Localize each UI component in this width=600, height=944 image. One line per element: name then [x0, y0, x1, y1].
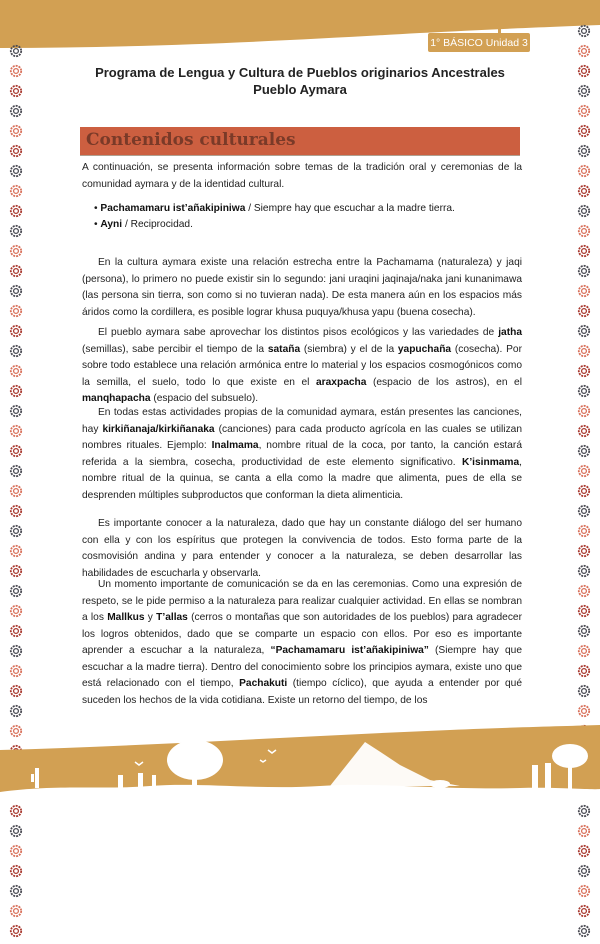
bullet-meaning: Reciprocidad.	[130, 219, 193, 230]
document-title	[60, 64, 540, 98]
knot-ornament-icon	[577, 564, 591, 578]
knot-ornament-icon	[9, 84, 23, 98]
knot-ornament-icon	[9, 824, 23, 838]
knot-ornament-icon	[577, 364, 591, 378]
knot-ornament-icon	[577, 904, 591, 918]
knot-ornament-icon	[577, 704, 591, 718]
knot-ornament-icon	[9, 464, 23, 478]
knot-ornament-icon	[9, 324, 23, 338]
knot-ornament-icon	[9, 344, 23, 358]
knot-ornament-icon	[577, 684, 591, 698]
bullet-meaning: Siempre hay que escuchar a la madre tierra.	[253, 203, 455, 214]
paragraph-songs	[82, 405, 522, 504]
knot-ornament-icon	[9, 224, 23, 238]
knot-ornament-icon	[577, 124, 591, 138]
knot-ornament-icon	[9, 864, 23, 878]
knot-ornament-icon	[9, 524, 23, 538]
right-decorative-border	[577, 24, 597, 944]
knot-ornament-icon	[9, 124, 23, 138]
knot-ornament-icon	[9, 884, 23, 898]
section-heading: Contenidos culturales	[86, 130, 296, 150]
knot-ornament-icon	[9, 584, 23, 598]
knot-ornament-icon	[577, 484, 591, 498]
knot-ornament-icon	[577, 504, 591, 518]
knot-ornament-icon	[9, 904, 23, 918]
knot-ornament-icon	[9, 844, 23, 858]
paragraph-text: En todas estas actividades propias de la comunidad aymara, están presentes las canciones, hay kirkiñanaja/kirkiñanaka (canciones) para cada producto agrícola en las cuales se utilizan nombres rituales. Ejemplo: Inalmama, nombre ritual de la coca, por tanto, la canción estará referida a la siembra, cosecha, productividad de este elemento significativo. K’isinmama, nombre ritual de la quinua, se canta a ella como la madre que alimenta, pues de ella se desprenden múltiples subproductos que conforman la dieta alimenticia.	[82, 407, 522, 501]
knot-ornament-icon	[577, 184, 591, 198]
paragraph-text: Es importante conocer a la naturaleza, dado que hay un constante diálogo del ser humano con ella y con los espíritus que protegen la convivencia de todos. Esto forma parte de la cosmovisión andina y para entender y conocer a la naturaleza, se deben desarrollar las habilidades de escucharla y observarla.	[82, 518, 522, 579]
knot-ornament-icon	[9, 244, 23, 258]
knot-ornament-icon	[577, 64, 591, 78]
left-decorative-border	[9, 44, 29, 944]
knot-ornament-icon	[9, 204, 23, 218]
knot-ornament-icon	[577, 344, 591, 358]
knot-ornament-icon	[9, 284, 23, 298]
paragraph-text: El pueblo aymara sabe aprovechar los distintos pisos ecológicos y las variedades de jatha (semillas), sabe percibir el tiempo de la sataña (siembra) y el de la yapuchaña (cosecha). Por sobre todo establece una relación armónica entre lo material y los espacios cosmogónicos como la semilla, el suelo, todo lo que existe en el araxpacha (espacio de los astros), en el manqhapacha (espacio del subsuelo).	[82, 327, 522, 404]
knot-ornament-icon	[9, 564, 23, 578]
bullet-term: Ayni	[100, 219, 123, 230]
knot-ornament-icon	[9, 144, 23, 158]
knot-ornament-icon	[9, 804, 23, 818]
knot-ornament-icon	[9, 364, 23, 378]
knot-ornament-icon	[577, 104, 591, 118]
knot-ornament-icon	[9, 184, 23, 198]
title-line-program: Programa de Lengua y Cultura de Pueblos originarios Ancestrales	[95, 65, 505, 80]
knot-ornament-icon	[577, 524, 591, 538]
knot-ornament-icon	[577, 284, 591, 298]
grade-badge: 1° BÁSICO Unidad 3	[428, 33, 530, 52]
paragraph-text: Un momento importante de comunicación se da en las ceremonias. Como una expresión de respeto, se le pide permiso a la naturaleza para realizar cualquier actividad. En ellas se nombran a los Mallkus y T’allas (cerros o montañas que son autoridades de los pueblos) para agradecer los logros obtenidos, dado que se comparte un espacio con ellos. Por eso es importante aprender a escuchar a la naturaleza, “Pachamamaru ist’añakipiniwa” (Siempre hay que escuchar a la madre tierra). Dentro del conocimiento sobre los principios aymara, existe uno que está relacionado con el tiempo, Pachakuti (tiempo cíclico), que ayuda a entender por qué suceden los hechos de la vida cotidiana. Existe un retorno del tiempo, de los	[82, 579, 523, 706]
section-header-bar	[80, 127, 520, 156]
knot-ornament-icon	[577, 804, 591, 818]
knot-ornament-icon	[9, 684, 23, 698]
knot-ornament-icon	[577, 664, 591, 678]
knot-ornament-icon	[577, 604, 591, 618]
knot-ornament-icon	[577, 404, 591, 418]
knot-ornament-icon	[577, 84, 591, 98]
knot-ornament-icon	[577, 624, 591, 638]
paragraph-nature	[82, 516, 522, 582]
knot-ornament-icon	[577, 924, 591, 938]
knot-ornament-icon	[577, 164, 591, 178]
bullet-item: • Ayni / Reciprocidad.	[94, 219, 193, 230]
knot-ornament-icon	[9, 664, 23, 678]
bullet-item: • Pachamamaru ist’añakipiniwa / Siempre hay que escuchar a la madre tierra.	[94, 203, 455, 214]
bullet-term: Pachamamaru ist’añakipiniwa	[100, 203, 246, 214]
knot-ornament-icon	[577, 304, 591, 318]
paragraph-ceremonies	[82, 577, 522, 709]
knot-ornament-icon	[577, 204, 591, 218]
knot-ornament-icon	[577, 884, 591, 898]
knot-ornament-icon	[577, 244, 591, 258]
paragraph-pachamama	[82, 255, 522, 321]
knot-ornament-icon	[9, 384, 23, 398]
title-line-people: Pueblo Aymara	[253, 82, 347, 97]
knot-ornament-icon	[9, 64, 23, 78]
knot-ornament-icon	[577, 144, 591, 158]
knot-ornament-icon	[577, 544, 591, 558]
knot-ornament-icon	[577, 44, 591, 58]
footer-landscape-illustration	[0, 720, 600, 800]
knot-ornament-icon	[9, 604, 23, 618]
knot-ornament-icon	[9, 404, 23, 418]
knot-ornament-icon	[577, 584, 591, 598]
knot-ornament-icon	[9, 544, 23, 558]
knot-ornament-icon	[577, 224, 591, 238]
knot-ornament-icon	[9, 444, 23, 458]
knot-ornament-icon	[9, 484, 23, 498]
knot-ornament-icon	[577, 824, 591, 838]
intro-paragraph	[82, 160, 522, 193]
knot-ornament-icon	[9, 264, 23, 278]
knot-ornament-icon	[577, 864, 591, 878]
knot-ornament-icon	[9, 304, 23, 318]
knot-ornament-icon	[9, 504, 23, 518]
bullet-separator: /	[245, 203, 254, 214]
bullet-list	[94, 201, 455, 233]
knot-ornament-icon	[577, 324, 591, 338]
bullet-separator: /	[122, 219, 131, 230]
knot-ornament-icon	[577, 444, 591, 458]
knot-ornament-icon	[9, 644, 23, 658]
intro-text: A continuación, se presenta información sobre temas de la tradición oral y ceremonias de la comunidad aymara y de la identidad cultural.	[82, 162, 522, 190]
paragraph-ecological-floors	[82, 325, 522, 408]
knot-ornament-icon	[577, 644, 591, 658]
knot-ornament-icon	[9, 704, 23, 718]
knot-ornament-icon	[577, 844, 591, 858]
paragraph-text: En la cultura aymara existe una relación estrecha entre la Pachamama (naturaleza) y jaqi (persona), lo primero no puede existir sin lo segundo: jani uraqini jaqinaja/naka jani kunanimawa (las persona sin tierra, son como si no tuvieran nada). De esta manera aún en los espacios más áridos como la cordillera, es posible lograr khusa puquya/khusa yapu (buena cosecha).	[82, 257, 522, 318]
knot-ornament-icon	[9, 624, 23, 638]
knot-ornament-icon	[9, 164, 23, 178]
knot-ornament-icon	[9, 424, 23, 438]
knot-ornament-icon	[9, 44, 23, 58]
knot-ornament-icon	[577, 24, 591, 38]
knot-ornament-icon	[577, 384, 591, 398]
knot-ornament-icon	[577, 464, 591, 478]
knot-ornament-icon	[577, 424, 591, 438]
knot-ornament-icon	[577, 264, 591, 278]
knot-ornament-icon	[9, 104, 23, 118]
knot-ornament-icon	[9, 924, 23, 938]
